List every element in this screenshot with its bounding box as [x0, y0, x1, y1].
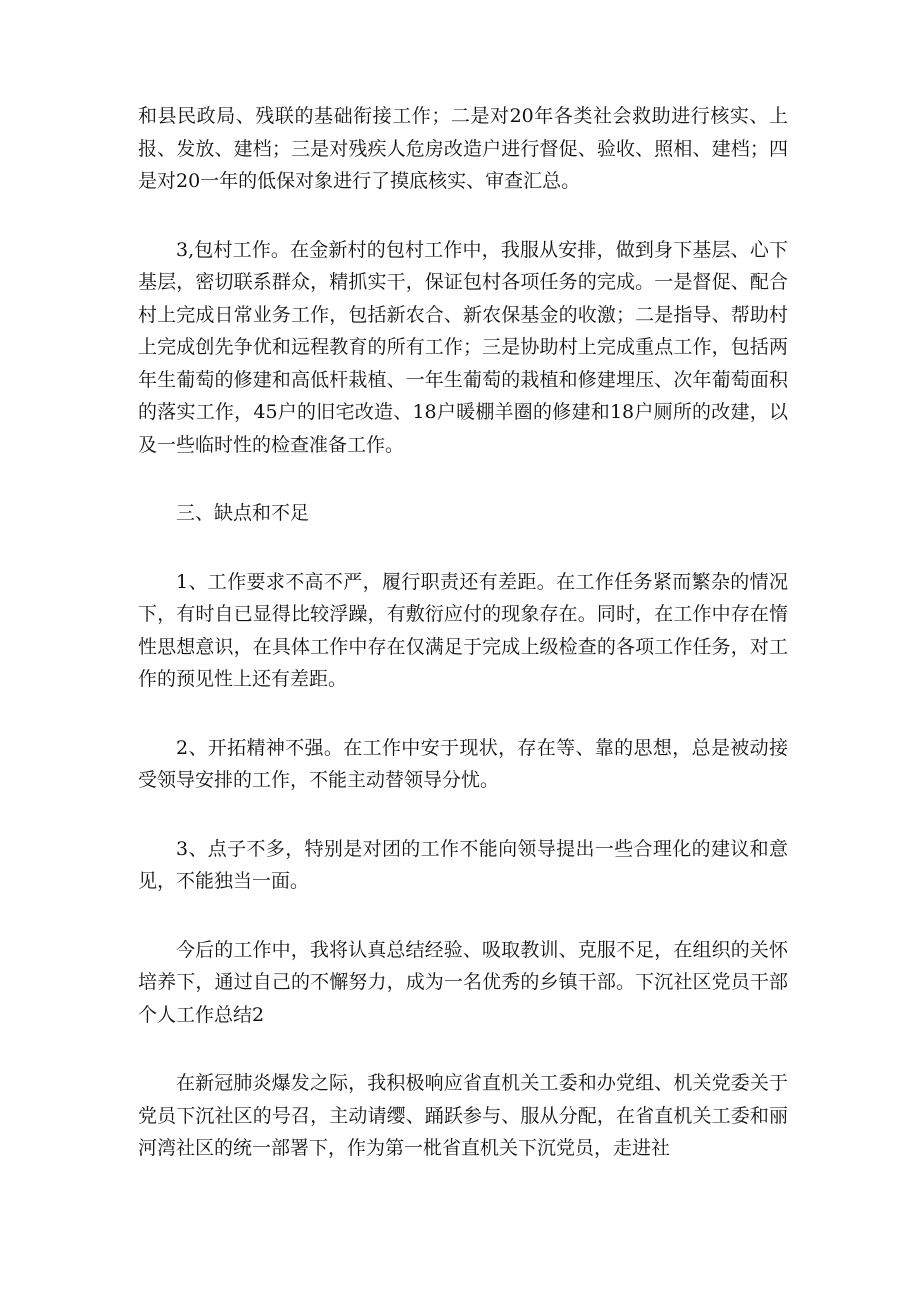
paragraph-village-work: 3,包村工作。在金新村的包村工作中，我服从安排，做到身下基层、心下基层，密切联系群众，精抓实干，保证包村各项任务的完成。一是督促、配合村上完成日常业务工作，包括新农合、新农保基金的收激；二是指导、帮助村上完成创先争优和远程教育的所有工作；三是协助村上完成重点工作，包括两年生葡萄的修建和高低杆栽植、一年生葡萄的栽植和修建埋压、次年葡萄面积的落实工作，45户的旧宅改造、18户暖棚羊圈的修建和18户厕所的改建，以及一些临时性的检查准备工作。: [138, 238, 788, 456]
paragraph-shortcoming-2: 2、开拓精神不强。在工作中安于现状，存在等、靠的思想，总是被动接受领导安排的工作，不能主动替领导分忧。: [138, 736, 788, 791]
paragraph-covid-community: 在新冠肺炎爆发之际，我积极响应省直机关工委和办党组、机关党委关于党员下沉社区的号召，主动请缨、踊跃参与、服从分配，在省直机关工委和丽河湾社区的统一部署下，作为第一枇省直机关下沉党员，走进社: [138, 1072, 788, 1159]
paragraph-future-work: 今后的工作中，我将认真总结经验、吸取教训、克服不足，在组织的关怀培养下，通过自己的不懈努力，成为一名优秀的乡镇干部。下沉社区党员干部个人工作总结2: [138, 938, 788, 1026]
section-heading-shortcomings: 三、缺点和不足: [176, 502, 310, 524]
paragraph-shortcoming-3: 3、点子不多，特别是对团的工作不能向领导提出一些合理化的建议和意见，不能独当一面。: [138, 837, 788, 892]
document-body: [138, 100, 788, 1201]
paragraph-civil-affairs-tail: 和县民政局、残联的基础衔接工作；二是对20年各类社会救助进行核实、上报、发放、建档；三是对残疾人危房改造户进行督促、验收、照相、建档；四是对20一年的低保对象进行了摸底核实、审查汇总。: [138, 105, 788, 192]
paragraph-shortcoming-1: 1、工作要求不高不严，履行职责还有差距。在工作任务紧而繁杂的情况下，有时自已显得比较浮躁，有敷衍应付的现象存在。同时，在工作中存在惰性思想意识，在具体工作中存在仅满足于完成上级检查的各项工作任务，对工作的预见性上还有差距。: [138, 570, 788, 690]
